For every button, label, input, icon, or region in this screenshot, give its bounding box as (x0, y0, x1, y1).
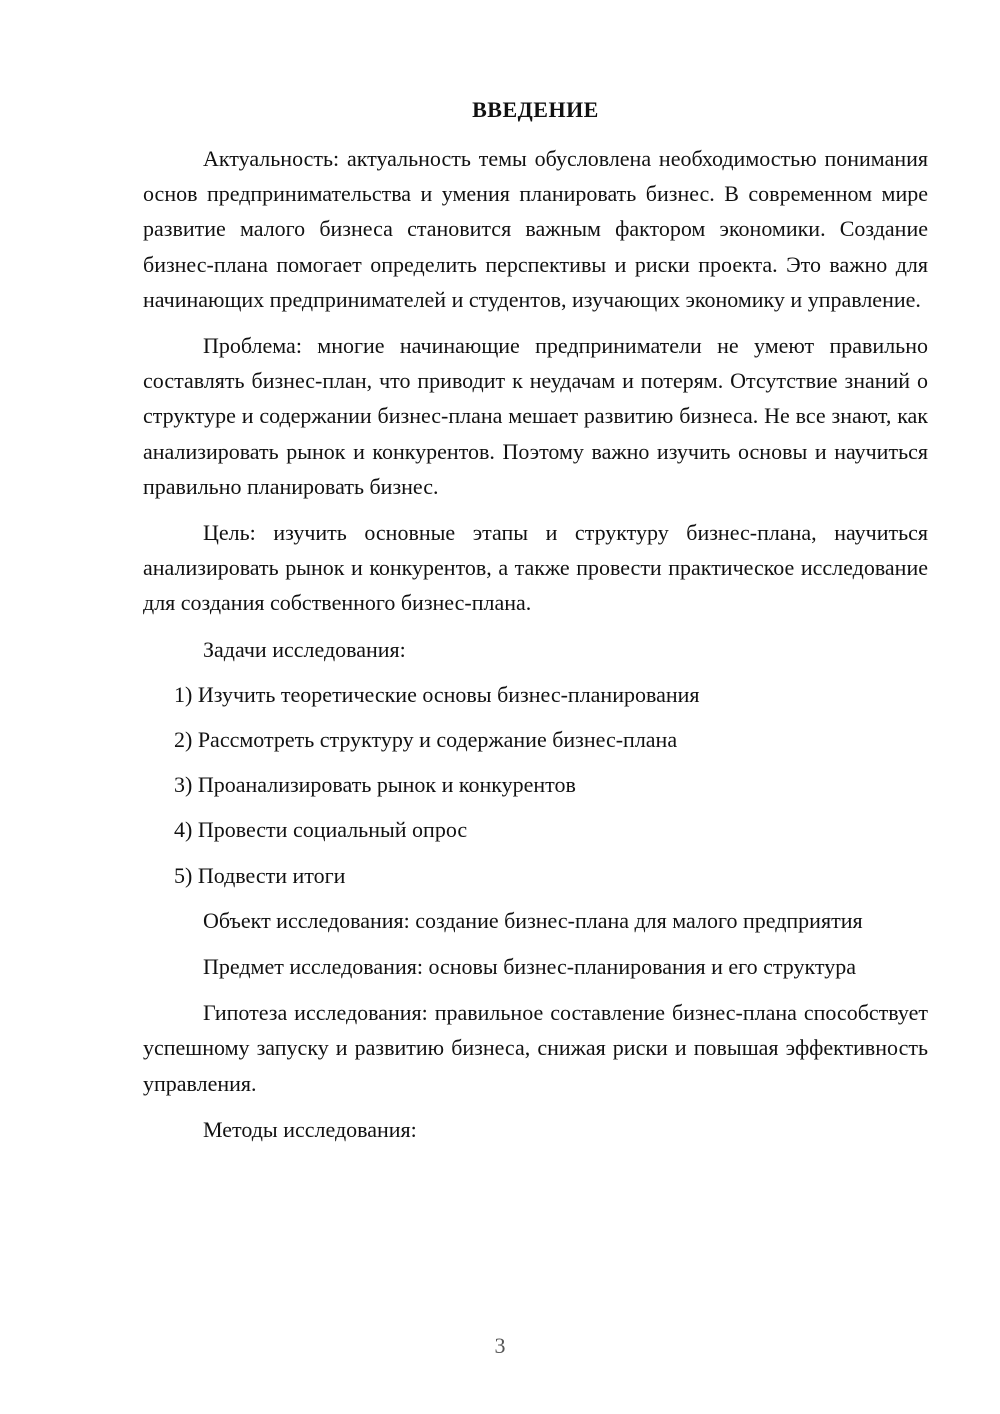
paragraph-subject: Предмет исследования: основы бизнес-планирования и его структура (203, 954, 856, 980)
tasks-list (143, 677, 928, 893)
paragraph-object: Объект исследования: создание бизнес-плана для малого предприятия (203, 907, 863, 933)
methods-heading: Методы исследования: (203, 1116, 417, 1142)
paragraph-relevance: Актуальность: актуальность темы обусловлена необходимостью понимания основ предпринимательства и умения планировать бизнес. В современном мире развитие малого бизнеса становится важным фактором экономики. Создание бизнес-плана помогает определить перспективы и риски проекта. Это важно для начинающих предпринимателей и студентов, изучающих экономику и управление. (143, 146, 928, 312)
paragraph-problem: Проблема: многие начинающие предприниматели не умеют правильно составлять бизнес-план, что приводит к неудачам и потерям. Отсутствие знаний о структуре и содержании бизнес-плана мешает развитию бизнеса. Не все знают, как анализировать рынок и конкурентов. Поэтому важно изучить основы и научиться правильно планировать бизнес. (143, 333, 928, 499)
section-title: ВВЕДЕНИЕ (472, 97, 599, 122)
document-page (143, 92, 928, 1157)
list-item: 2) Рассмотреть структуру и содержание бизнес-плана (174, 727, 678, 753)
page-number: 3 (494, 1333, 506, 1358)
list-item: 1) Изучить теоретические основы бизнес-планирования (174, 681, 700, 707)
paragraph-goal: Цель: изучить основные этапы и структуру бизнес-плана, научиться анализировать рынок и конкурентов, а также провести практическое исследование для создания собственного бизнес-плана. (143, 520, 928, 616)
paragraph-hypothesis: Гипотеза исследования: правильное составление бизнес-плана способствует успешному запуску и развитию бизнеса, снижая риски и повышая эффективность управления. (143, 1000, 928, 1096)
list-item: 4) Провести социальный опрос (174, 817, 468, 843)
tasks-heading: Задачи исследования: (203, 636, 406, 662)
list-item: 5) Подвести итоги (174, 862, 346, 888)
list-item: 3) Проанализировать рынок и конкурентов (174, 772, 576, 798)
